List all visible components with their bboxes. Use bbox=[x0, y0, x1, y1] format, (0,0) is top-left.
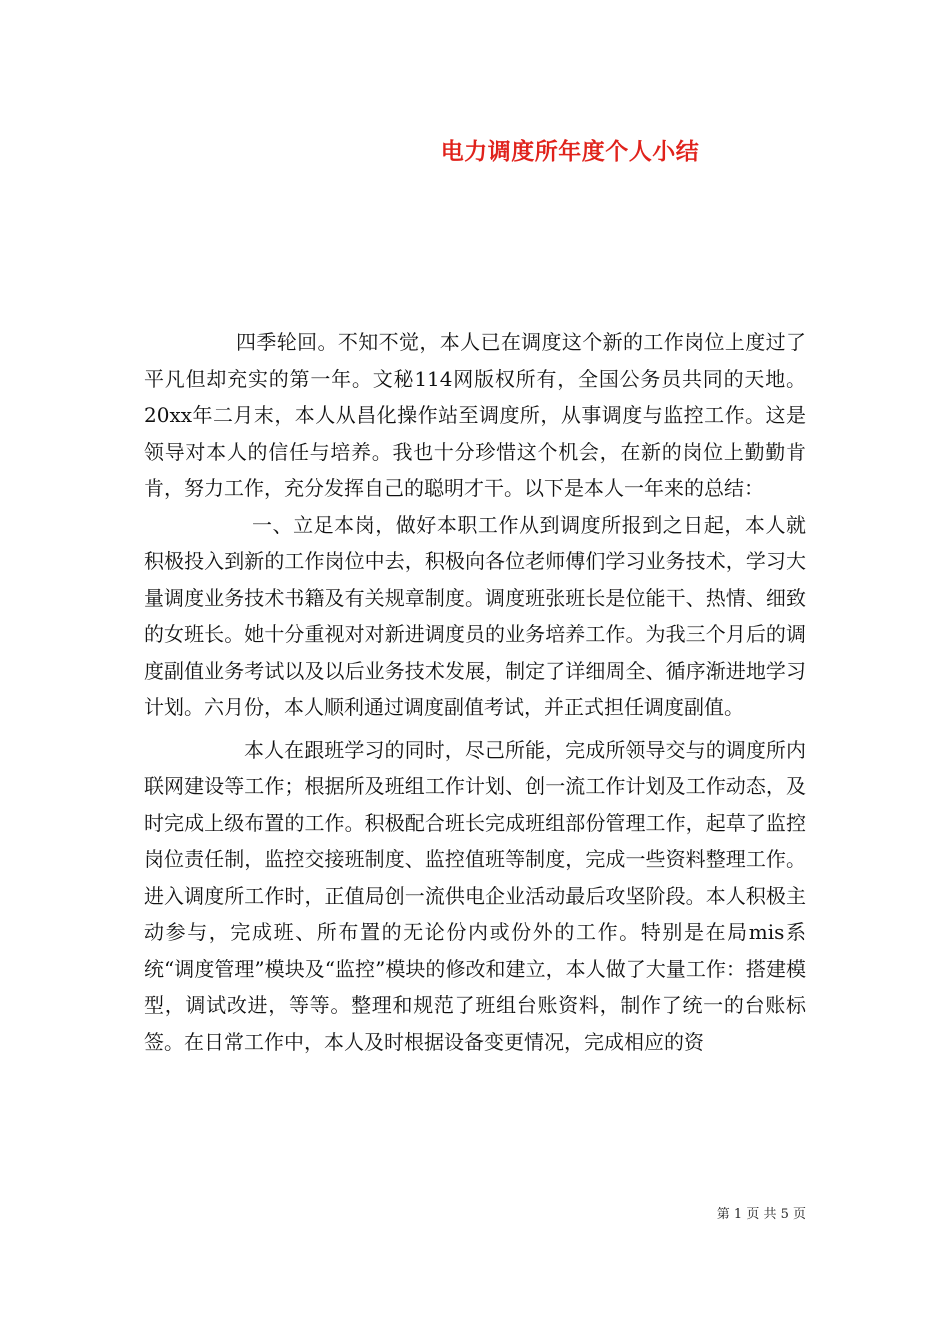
document-body bbox=[144, 324, 806, 1060]
paragraph-work-details: 本人在跟班学习的同时，尽己所能，完成所领导交与的调度所内联网建设等工作；根据所及班组工作计划、创一流工作计划及工作动态，及时完成上级布置的工作。积极配合班长完成班组部份管理工作，起草了监控岗位责任制，监控交接班制度、监控值班等制度，完成一些资料整理工作。进入调度所工作时，正值局创一流供电企业活动最后攻坚阶段。本人积极主动参与，完成班、所布置的无论份内或份外的工作。特别是在局mis系统“调度管理”模块及“监控”模块的修改和建立，本人做了大量工作：搭建模型，调试改进，等等。整理和规范了班组台账资料，制作了统一的台账标签。在日常工作中，本人及时根据设备变更情况，完成相应的资 bbox=[144, 737, 806, 1054]
document-title: 电力调度所年度个人小结 bbox=[440, 138, 700, 165]
paragraph-section-one: 一、立足本岗，做好本职工作从到调度所报到之日起，本人就积极投入到新的工作岗位中去，积极向各位老师傅们学习业务技术，学习大量调度业务技术书籍及有关规章制度。调度班张班长是位能干、热情、细致的女班长。她十分重视对对新进调度员的业务培养工作。为我三个月后的调度副值业务考试以及以后业务技术发展，制定了详细周全、循序渐进地学习计划。六月份，本人顺利通过调度副值考试，并正式担任调度副值。 bbox=[144, 512, 806, 719]
page-number-footer: 第 1 页 共 5 页 bbox=[716, 1207, 806, 1222]
paragraph-intro: 四季轮回。不知不觉，本人已在调度这个新的工作岗位上度过了平凡但却充实的第一年。文秘114网版权所有，全国公务员共同的天地。20xx年二月末，本人从昌化操作站至调度所，从事调度与监控工作。这是领导对本人的信任与培养。我也十分珍惜这个机会，在新的岗位上勤勤肯肯，努力工作，充分发挥自己的聪明才干。以下是本人一年来的总结： bbox=[144, 330, 806, 500]
